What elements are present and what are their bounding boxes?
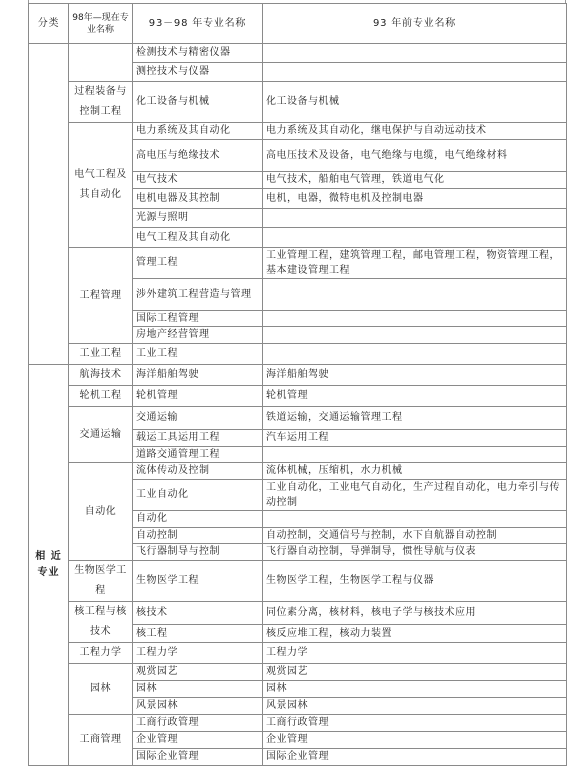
major-pre93-cell: 海洋船舶驾驶 [263, 365, 567, 386]
major-pre93-cell [263, 44, 567, 63]
group-cell: 交通运输 [69, 407, 133, 463]
header-current-name: 98年—现在专业名称 [69, 4, 133, 44]
major-pre93-cell: 工业管理工程，建筑管理工程，邮电管理工程，物资管理工程，基本建设管理工程 [263, 248, 567, 279]
major-9398-cell: 光源与照明 [133, 209, 263, 228]
major-9398-cell: 电机电器及其控制 [133, 189, 263, 209]
major-9398-cell: 园林 [133, 681, 263, 698]
major-pre93-cell [263, 228, 567, 248]
major-pre93-cell: 汽车运用工程 [263, 430, 567, 447]
major-9398-cell: 自动控制 [133, 528, 263, 544]
major-9398-cell: 工业工程 [133, 344, 263, 365]
header-pre93-name: 93 年前专业名称 [263, 4, 567, 44]
major-9398-cell: 生物医学工程 [133, 561, 263, 602]
major-pre93-cell: 轮机管理 [263, 386, 567, 407]
group-cell: 轮机工程 [69, 386, 133, 407]
major-pre93-cell [263, 511, 567, 528]
major-9398-cell: 工程力学 [133, 643, 263, 664]
group-cell: 电气工程及其自动化 [69, 123, 133, 248]
table-row [29, 44, 567, 63]
major-9398-cell: 飞行器制导与控制 [133, 544, 263, 561]
major-9398-cell: 国际企业管理 [133, 749, 263, 766]
major-pre93-cell: 同位素分离，核材料，核电子学与核技术应用 [263, 602, 567, 625]
major-pre93-cell [263, 311, 567, 327]
major-pre93-cell: 国际企业管理 [263, 749, 567, 766]
group-cell: 工程管理 [69, 248, 133, 344]
major-9398-cell: 工商行政管理 [133, 715, 263, 732]
major-pre93-cell: 企业管理 [263, 732, 567, 749]
major-9398-cell: 涉外建筑工程营造与管理 [133, 279, 263, 311]
group-cell: 核工程与核技术 [69, 602, 133, 643]
major-9398-cell: 管理工程 [133, 248, 263, 279]
major-9398-cell: 海洋船舶驾驶 [133, 365, 263, 386]
major-pre93-cell: 化工设备与机械 [263, 82, 567, 123]
table-row [29, 715, 567, 732]
group-cell: 自动化 [69, 463, 133, 561]
table-row [29, 82, 567, 123]
group-cell: 工商管理 [69, 715, 133, 766]
table-row [29, 463, 567, 480]
major-pre93-cell: 电机，电器，微特电机及控制电器 [263, 189, 567, 209]
major-pre93-cell: 流体机械，压缩机，水力机械 [263, 463, 567, 480]
major-9398-cell: 轮机管理 [133, 386, 263, 407]
table-row [29, 643, 567, 664]
header-category: 分类 [29, 4, 69, 44]
major-9398-cell: 国际工程管理 [133, 311, 263, 327]
major-9398-cell: 房地产经营管理 [133, 327, 263, 344]
category-cell-near: 相 近 专业 [29, 365, 69, 766]
table-row [29, 602, 567, 625]
table-row [29, 664, 567, 681]
group-cell [69, 44, 133, 82]
major-9398-cell: 电力系统及其自动化 [133, 123, 263, 140]
group-cell: 工程力学 [69, 643, 133, 664]
major-comparison-table-container [28, 3, 566, 766]
major-9398-cell: 风景园林 [133, 698, 263, 715]
major-9398-cell: 企业管理 [133, 732, 263, 749]
major-9398-cell: 载运工具运用工程 [133, 430, 263, 447]
major-pre93-cell [263, 279, 567, 311]
major-9398-cell: 电气工程及其自动化 [133, 228, 263, 248]
major-9398-cell: 道路交通管理工程 [133, 447, 263, 463]
table-row [29, 365, 567, 386]
table-row [29, 386, 567, 407]
major-pre93-cell [263, 344, 567, 365]
major-pre93-cell: 工业自动化，工业电气自动化，生产过程自动化，电力牵引与传动控制 [263, 480, 567, 511]
major-pre93-cell: 电力系统及其自动化，继电保护与自动远动技术 [263, 123, 567, 140]
major-9398-cell: 自动化 [133, 511, 263, 528]
category-cell-blank [29, 44, 69, 365]
table-row [29, 561, 567, 602]
major-9398-cell: 检测技术与精密仪器 [133, 44, 263, 63]
major-pre93-cell: 工程力学 [263, 643, 567, 664]
major-9398-cell: 工业自动化 [133, 480, 263, 511]
major-pre93-cell [263, 327, 567, 344]
major-9398-cell: 核技术 [133, 602, 263, 625]
major-9398-cell: 化工设备与机械 [133, 82, 263, 123]
major-pre93-cell: 飞行器自动控制，导弹制导，惯性导航与仪表 [263, 544, 567, 561]
major-9398-cell: 核工程 [133, 625, 263, 643]
major-pre93-cell: 园林 [263, 681, 567, 698]
major-9398-cell: 流体传动及控制 [133, 463, 263, 480]
header-9398-name: 93－98 年专业名称 [133, 4, 263, 44]
header-row [29, 4, 567, 44]
major-pre93-cell: 电气技术，船舶电气管理，铁道电气化 [263, 172, 567, 189]
major-9398-cell: 高电压与绝缘技术 [133, 140, 263, 172]
table-row [29, 248, 567, 279]
group-cell: 园林 [69, 664, 133, 715]
major-9398-cell: 电气技术 [133, 172, 263, 189]
major-pre93-cell [263, 63, 567, 82]
major-9398-cell: 交通运输 [133, 407, 263, 430]
table-row [29, 123, 567, 140]
major-comparison-table [28, 3, 567, 766]
group-cell: 生物医学工程 [69, 561, 133, 602]
major-pre93-cell: 生物医学工程，生物医学工程与仪器 [263, 561, 567, 602]
major-pre93-cell: 自动控制，交通信号与控制，水下自航器自动控制 [263, 528, 567, 544]
major-pre93-cell [263, 209, 567, 228]
major-pre93-cell: 工商行政管理 [263, 715, 567, 732]
major-9398-cell: 测控技术与仪器 [133, 63, 263, 82]
group-cell: 工业工程 [69, 344, 133, 365]
major-pre93-cell [263, 447, 567, 463]
group-cell: 过程装备与控制工程 [69, 82, 133, 123]
major-pre93-cell: 风景园林 [263, 698, 567, 715]
table-row [29, 344, 567, 365]
major-pre93-cell: 铁道运输，交通运输管理工程 [263, 407, 567, 430]
major-pre93-cell: 核反应堆工程，核动力装置 [263, 625, 567, 643]
table-row [29, 407, 567, 430]
major-pre93-cell: 高电压技术及设备，电气绝缘与电缆，电气绝缘材料 [263, 140, 567, 172]
major-9398-cell: 观赏园艺 [133, 664, 263, 681]
group-cell: 航海技术 [69, 365, 133, 386]
major-pre93-cell: 观赏园艺 [263, 664, 567, 681]
